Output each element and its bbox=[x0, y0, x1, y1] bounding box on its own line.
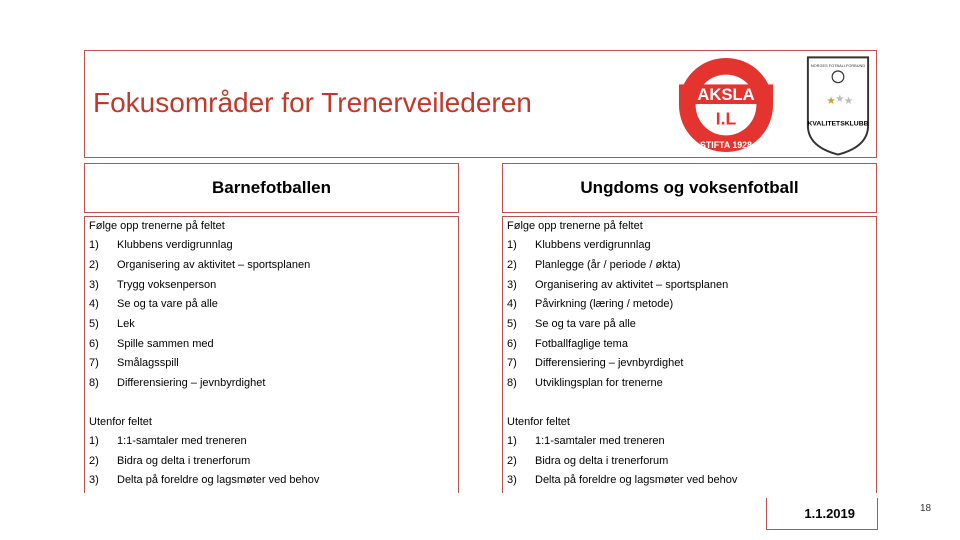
slide-date: 1.1.2019 bbox=[804, 506, 855, 521]
on-field-title: Følge opp trenerne på feltet bbox=[89, 220, 225, 232]
aksla-logo-middle-text: I.L bbox=[715, 108, 737, 129]
list-item: 1) Klubbens verdigrunnlag bbox=[89, 239, 233, 251]
page-number: 18 bbox=[920, 503, 932, 514]
heading-ungdoms-og-voksenfotball: Ungdoms og voksenfotball bbox=[502, 163, 877, 213]
svg-text:★: ★ bbox=[835, 93, 845, 106]
kvalitetsklubb-top-text: NORGES FOTBALLFORBUND bbox=[810, 63, 866, 69]
list-item: 3) Organisering av aktivitet – sportsplanen bbox=[507, 279, 729, 291]
list-item: 2) Planlegge (år / periode / økta) bbox=[507, 259, 681, 271]
list-item: 1) 1:1-samtaler med treneren bbox=[89, 435, 247, 447]
list-item: 3) Delta på foreldre og lagsmøter ved behov bbox=[507, 474, 738, 486]
list-item: 1) 1:1-samtaler med treneren bbox=[507, 435, 665, 447]
off-field-title: Utenfor feltet bbox=[89, 416, 152, 428]
svg-text:★: ★ bbox=[843, 95, 854, 108]
list-item: 5) Lek bbox=[89, 318, 135, 330]
title-box bbox=[84, 50, 877, 158]
kvalitetsklubb-label: KVALITETSKLUBB bbox=[807, 120, 869, 128]
list-item: 2) Bidra og delta i trenerforum bbox=[89, 455, 251, 467]
list-item: 5) Se og ta vare på alle bbox=[507, 318, 636, 330]
list-item: 8) Differensiering – jevnbyrdighet bbox=[89, 377, 266, 389]
list-item: 8) Utviklingsplan for trenerne bbox=[507, 377, 663, 389]
barnefotball-table bbox=[84, 216, 459, 493]
on-field-title: Følge opp trenerne på feltet bbox=[507, 220, 643, 232]
heading-barnefotballen: Barnefotballen bbox=[84, 163, 459, 213]
list-item: 4) Påvirkning (læring / metode) bbox=[507, 298, 674, 310]
list-item: 2) Bidra og delta i trenerforum bbox=[507, 455, 669, 467]
list-item: 1) Klubbens verdigrunnlag bbox=[507, 239, 651, 251]
off-field-title: Utenfor feltet bbox=[507, 416, 570, 428]
list-item: 2) Organisering av aktivitet – sportsplanen bbox=[89, 259, 311, 271]
ungdom-voksen-table bbox=[502, 216, 877, 493]
list-item: 7) Smålagsspill bbox=[89, 357, 179, 369]
list-item: 4) Se og ta vare på alle bbox=[89, 298, 218, 310]
aksla-logo bbox=[677, 56, 775, 154]
aksla-logo-bottom-text: STIFTA 1928 bbox=[700, 140, 752, 151]
slide-title: Fokusområder for Trenerveilederen bbox=[93, 87, 532, 118]
kvalitetsklubb-badge bbox=[804, 53, 872, 157]
list-item: 6) Fotballfaglige tema bbox=[507, 338, 628, 350]
svg-text:★: ★ bbox=[826, 95, 836, 108]
list-item: 3) Trygg voksenperson bbox=[89, 279, 217, 291]
date-box bbox=[766, 498, 878, 530]
aksla-logo-top-text: AKSLA bbox=[697, 85, 755, 105]
list-item: 7) Differensiering – jevnbyrdighet bbox=[507, 357, 684, 369]
list-item: 6) Spille sammen med bbox=[89, 338, 214, 350]
list-item: 3) Delta på foreldre og lagsmøter ved behov bbox=[89, 474, 320, 486]
